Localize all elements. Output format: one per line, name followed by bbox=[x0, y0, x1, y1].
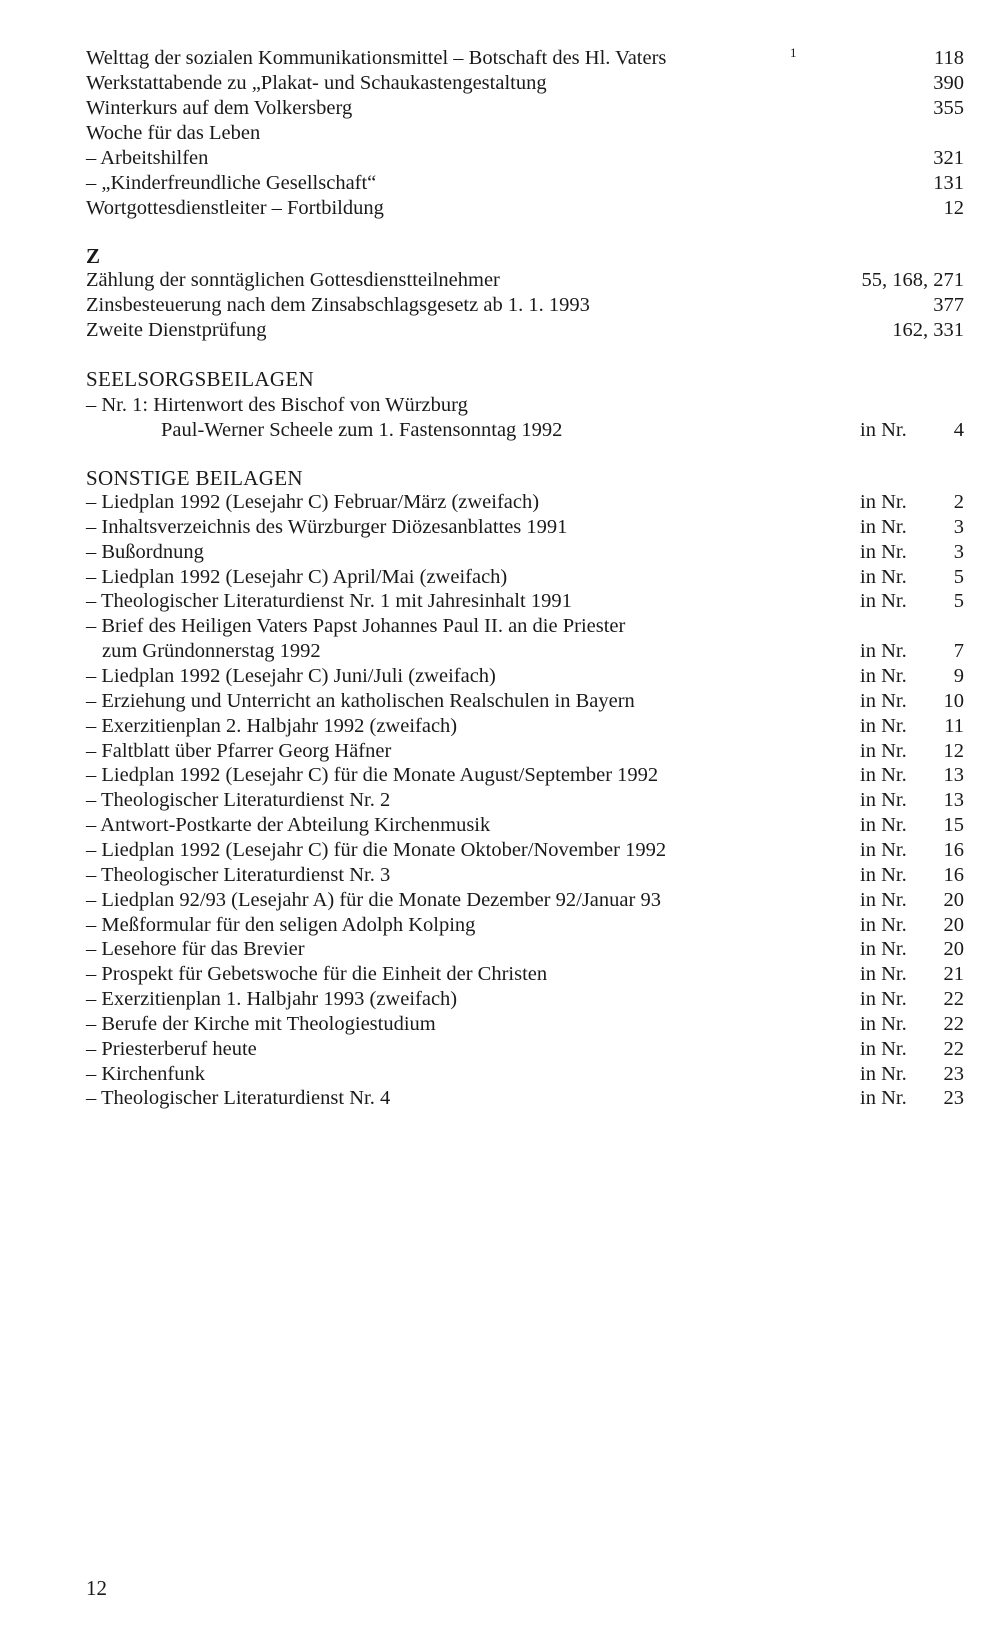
issue-ref bbox=[860, 987, 964, 1012]
entry-text: – Theologischer Literaturdienst Nr. 1 mit Jahresinhalt 1991 bbox=[86, 590, 572, 613]
entry-text: – Theologischer Literaturdienst Nr. 3 bbox=[86, 863, 391, 886]
issue-ref bbox=[860, 418, 964, 443]
issue-number: 22 bbox=[943, 1012, 964, 1035]
entry-text: Paul-Werner Scheele zum 1. Fastensonntag 1992 bbox=[161, 419, 563, 441]
issue-ref bbox=[860, 788, 964, 813]
issue-number: 11 bbox=[944, 714, 964, 737]
entry-text: – Liedplan 1992 (Lesejahr C) für die Monate Oktober/November 1992 bbox=[86, 838, 667, 861]
issue-ref bbox=[860, 664, 964, 689]
issue-ref bbox=[860, 639, 964, 664]
index-entry bbox=[86, 196, 964, 221]
issue-number: 23 bbox=[943, 1087, 964, 1110]
issue-label: in Nr. bbox=[860, 540, 907, 563]
section-letter-z: Z bbox=[86, 244, 101, 268]
entry-text: – Arbeitshilfen bbox=[86, 147, 209, 169]
footnote-marker: 1 bbox=[790, 45, 797, 60]
entry-page: 12 bbox=[943, 197, 964, 219]
issue-number: 15 bbox=[943, 814, 964, 836]
issue-ref bbox=[860, 739, 964, 764]
issue-number: 5 bbox=[953, 565, 964, 588]
entry-text: Zweite Dienstprüfung bbox=[86, 319, 267, 341]
issue-ref bbox=[860, 813, 964, 838]
supplement-entry bbox=[86, 888, 964, 913]
issue-label: in Nr. bbox=[860, 491, 907, 513]
issue-ref bbox=[860, 1086, 964, 1111]
issue-ref bbox=[860, 515, 964, 540]
entry-text: – Brief des Heiligen Vaters Papst Johannes Paul II. an die Priester bbox=[86, 615, 626, 638]
entry-text: – Kirchenfunk bbox=[86, 1062, 205, 1085]
issue-label: in Nr. bbox=[860, 665, 907, 687]
index-entry bbox=[86, 46, 964, 71]
supplement-entry bbox=[86, 813, 964, 838]
issue-ref bbox=[860, 565, 964, 590]
issue-label: in Nr. bbox=[860, 963, 907, 986]
issue-number: 9 bbox=[953, 665, 964, 687]
entry-text: Woche für das Leben bbox=[86, 122, 261, 144]
entry-text: – Inhaltsverzeichnis des Würzburger Diözesanblattes 1991 bbox=[86, 515, 568, 538]
entry-text: Winterkurs auf dem Volkersberg bbox=[86, 97, 353, 119]
supplement-entry bbox=[86, 639, 964, 664]
supplement-entry bbox=[86, 689, 964, 714]
issue-label: in Nr. bbox=[860, 419, 907, 441]
entry-text: – Berufe der Kirche mit Theologiestudium bbox=[86, 1012, 436, 1035]
entry-page: 321 bbox=[933, 147, 964, 169]
issue-label: in Nr. bbox=[860, 764, 907, 787]
entry-text: – „Kinderfreundliche Gesellschaft“ bbox=[86, 172, 377, 194]
issue-number: 4 bbox=[953, 419, 964, 441]
issue-number: 16 bbox=[943, 863, 964, 886]
entry-page: 162, 331 bbox=[892, 319, 964, 341]
entry-text: – Meßformular für den seligen Adolph Kolping bbox=[86, 913, 476, 936]
issue-ref bbox=[860, 962, 964, 987]
issue-label: in Nr. bbox=[860, 814, 907, 836]
entry-text: – Theologischer Literaturdienst Nr. 4 bbox=[86, 1087, 391, 1110]
issue-ref bbox=[860, 689, 964, 714]
entry-text: Zählung der sonntäglichen Gottesdienstteilnehmer bbox=[86, 269, 500, 291]
supplement-entry bbox=[86, 763, 964, 788]
issue-number: 20 bbox=[943, 913, 964, 936]
entry-text: – Prospekt für Gebetswoche für die Einheit der Christen bbox=[86, 963, 548, 986]
supplement-entry bbox=[86, 1086, 964, 1111]
supplement-entry bbox=[86, 1012, 964, 1037]
index-entry bbox=[86, 171, 964, 196]
issue-number: 12 bbox=[943, 739, 964, 762]
issue-number: 2 bbox=[953, 491, 964, 513]
index-entry bbox=[86, 71, 964, 96]
supplement-entry bbox=[86, 664, 964, 689]
issue-ref bbox=[860, 490, 964, 515]
entry-text: – Theologischer Literaturdienst Nr. 2 bbox=[86, 789, 391, 812]
entry-text: Welttag der sozialen Kommunikationsmittel – Botschaft des Hl. Vaters bbox=[86, 47, 667, 69]
issue-ref bbox=[860, 1062, 964, 1087]
entry-text: Werkstattabende zu „Plakat- und Schaukastengestaltung bbox=[86, 72, 547, 94]
entry-text: – Exerzitienplan 1. Halbjahr 1993 (zweifach) bbox=[86, 988, 458, 1010]
issue-label: in Nr. bbox=[860, 988, 907, 1010]
issue-number: 22 bbox=[943, 988, 964, 1010]
issue-label: in Nr. bbox=[860, 1037, 907, 1060]
issue-ref bbox=[860, 1012, 964, 1037]
supplement-entry bbox=[86, 788, 964, 813]
entry-page: 355 bbox=[933, 97, 964, 119]
index-entry bbox=[86, 318, 964, 343]
entry-text: – Nr. 1: Hirtenwort des Bischof von Würzburg bbox=[86, 394, 468, 416]
supplement-entry bbox=[86, 937, 964, 962]
issue-label: in Nr. bbox=[860, 1012, 907, 1035]
entry-page: 377 bbox=[933, 294, 964, 316]
issue-label: in Nr. bbox=[860, 739, 907, 762]
issue-number: 22 bbox=[943, 1037, 964, 1060]
entry-text: – Exerzitienplan 2. Halbjahr 1992 (zweifach) bbox=[86, 714, 458, 737]
issue-ref bbox=[860, 540, 964, 565]
issue-number: 13 bbox=[943, 789, 964, 812]
issue-ref bbox=[860, 589, 964, 614]
supplement-entry bbox=[86, 393, 964, 418]
index-entry bbox=[86, 146, 964, 171]
supplement-entry bbox=[86, 515, 964, 540]
issue-ref bbox=[860, 714, 964, 739]
entry-page: 55, 168, 271 bbox=[861, 269, 964, 291]
entry-text: – Erziehung und Unterricht an katholischen Realschulen in Bayern bbox=[86, 689, 635, 712]
section-heading-sonstige-beilagen: SONSTIGE BEILAGEN bbox=[86, 466, 303, 490]
entry-text: – Liedplan 1992 (Lesejahr C) für die Monate August/September 1992 bbox=[86, 764, 659, 787]
issue-ref bbox=[860, 763, 964, 788]
supplement-entry bbox=[86, 418, 964, 443]
issue-label: in Nr. bbox=[860, 1087, 907, 1110]
issue-label: in Nr. bbox=[860, 714, 907, 737]
entry-page: 131 bbox=[933, 172, 964, 194]
issue-ref bbox=[860, 838, 964, 863]
issue-label: in Nr. bbox=[860, 938, 907, 961]
issue-number: 20 bbox=[943, 888, 964, 911]
issue-number: 3 bbox=[953, 540, 964, 563]
entry-text: – Bußordnung bbox=[86, 540, 204, 563]
supplement-entry bbox=[86, 987, 964, 1012]
entry-text: – Antwort-Postkarte der Abteilung Kirchenmusik bbox=[86, 814, 491, 836]
supplement-entry bbox=[86, 1062, 964, 1087]
issue-label: in Nr. bbox=[860, 1062, 907, 1085]
issue-label: in Nr. bbox=[860, 913, 907, 936]
index-entry bbox=[86, 121, 964, 146]
entry-text: – Liedplan 92/93 (Lesejahr A) für die Monate Dezember 92/Januar 93 bbox=[86, 888, 661, 911]
entry-text: – Lesehore für das Brevier bbox=[86, 938, 305, 961]
index-entry bbox=[86, 268, 964, 293]
issue-number: 5 bbox=[953, 590, 964, 613]
issue-number: 16 bbox=[943, 838, 964, 861]
supplement-entry bbox=[86, 490, 964, 515]
issue-label: in Nr. bbox=[860, 689, 907, 712]
index-entry bbox=[86, 293, 964, 318]
issue-label: in Nr. bbox=[860, 590, 907, 613]
supplement-entry bbox=[86, 565, 964, 590]
issue-number: 7 bbox=[953, 640, 964, 663]
supplement-entry bbox=[86, 714, 964, 739]
entry-text: – Priesterberuf heute bbox=[86, 1037, 257, 1060]
entry-text: zum Gründonnerstag 1992 bbox=[102, 640, 321, 663]
issue-ref bbox=[860, 1037, 964, 1062]
issue-label: in Nr. bbox=[860, 888, 907, 911]
page-number: 12 bbox=[86, 1576, 107, 1600]
entry-text: – Liedplan 1992 (Lesejahr C) Februar/März (zweifach) bbox=[86, 491, 540, 513]
supplement-entry bbox=[86, 739, 964, 764]
entry-text: – Liedplan 1992 (Lesejahr C) April/Mai (zweifach) bbox=[86, 565, 508, 588]
issue-ref bbox=[860, 863, 964, 888]
issue-label: in Nr. bbox=[860, 640, 907, 663]
issue-label: in Nr. bbox=[860, 565, 907, 588]
issue-number: 21 bbox=[943, 963, 964, 986]
supplement-entry bbox=[86, 540, 964, 565]
issue-ref bbox=[860, 913, 964, 938]
index-entry bbox=[86, 96, 964, 121]
issue-label: in Nr. bbox=[860, 515, 907, 538]
issue-number: 3 bbox=[953, 515, 964, 538]
supplement-entry bbox=[86, 589, 964, 614]
issue-label: in Nr. bbox=[860, 789, 907, 812]
supplement-entry bbox=[86, 1037, 964, 1062]
supplement-entry bbox=[86, 863, 964, 888]
issue-ref bbox=[860, 888, 964, 913]
issue-ref bbox=[860, 937, 964, 962]
issue-number: 20 bbox=[943, 938, 964, 961]
entry-text: – Liedplan 1992 (Lesejahr C) Juni/Juli (zweifach) bbox=[86, 665, 496, 687]
section-heading-seelsorgsbeilagen: SEELSORGSBEILAGEN bbox=[86, 367, 314, 391]
entry-text: – Faltblatt über Pfarrer Georg Häfner bbox=[86, 739, 392, 762]
issue-number: 13 bbox=[943, 764, 964, 787]
entry-text: Wortgottesdienstleiter – Fortbildung bbox=[86, 197, 384, 219]
supplement-entry bbox=[86, 614, 964, 639]
issue-label: in Nr. bbox=[860, 838, 907, 861]
supplement-entry bbox=[86, 913, 964, 938]
entry-text: Zinsbesteuerung nach dem Zinsabschlagsgesetz ab 1. 1. 1993 bbox=[86, 294, 590, 316]
supplement-entry bbox=[86, 838, 964, 863]
entry-page: 390 bbox=[933, 72, 964, 94]
issue-label: in Nr. bbox=[860, 863, 907, 886]
entry-page: 118 bbox=[934, 47, 964, 69]
issue-number: 10 bbox=[943, 689, 964, 712]
supplement-entry bbox=[86, 962, 964, 987]
issue-number: 23 bbox=[943, 1062, 964, 1085]
